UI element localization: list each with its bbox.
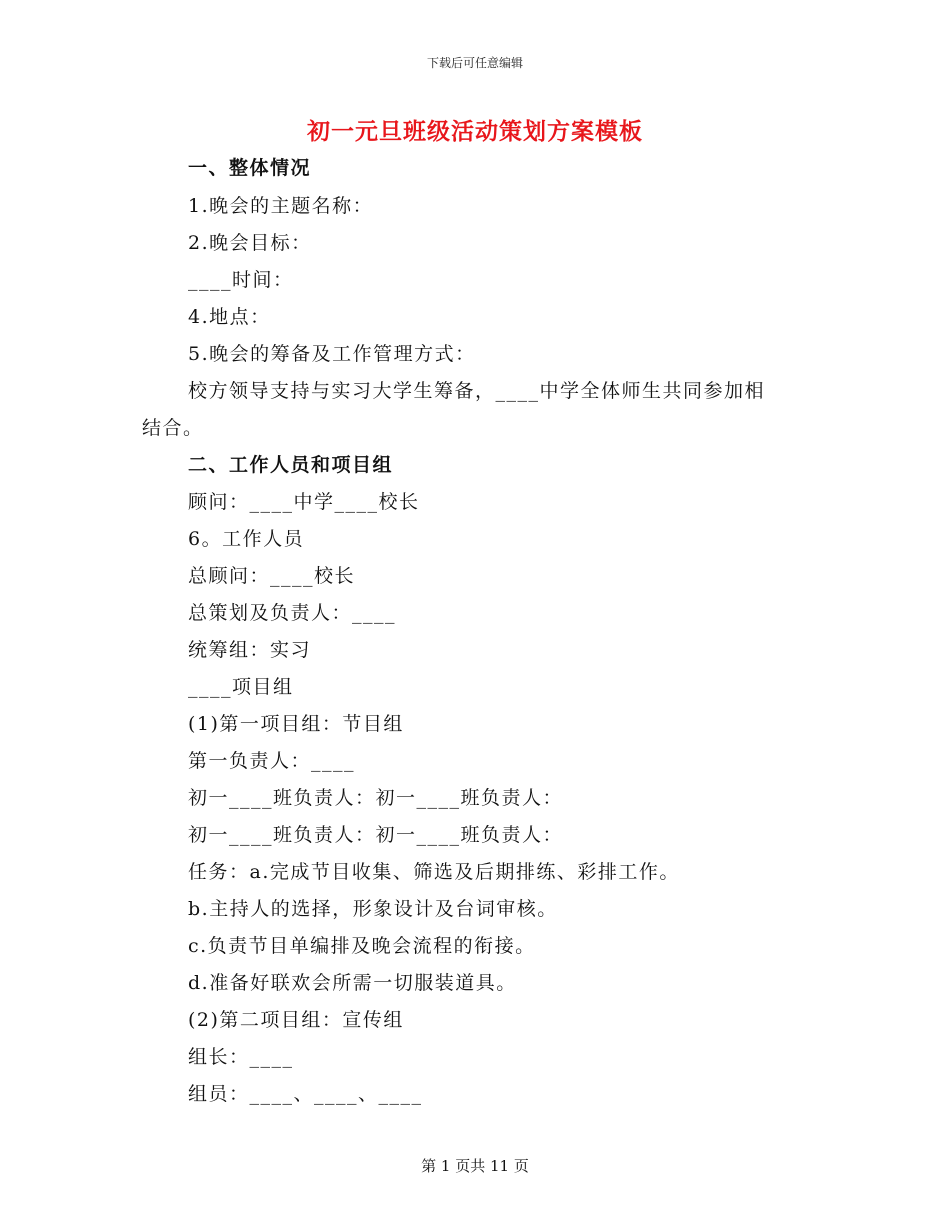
text-line: 统筹组：实习: [188, 639, 312, 661]
paragraph-line: 校方领导支持与实习大学生筹备，____中学全体师生共同参加相: [188, 380, 766, 402]
text-line: 5.晚会的筹备及工作管理方式：: [188, 343, 476, 365]
text-line: 4.地点：: [188, 306, 271, 328]
text-line: 总顾问：____校长: [188, 565, 356, 587]
text-line: 第一负责人：____: [188, 750, 356, 772]
text-line: (1)第一项目组：节目组: [188, 713, 404, 735]
text-line: 组长：____: [188, 1046, 294, 1068]
text-line: 初一____班负责人：初一____班负责人：: [188, 824, 564, 846]
text-line: 1.晚会的主题名称：: [188, 195, 374, 217]
text-line: 总策划及负责人：____: [188, 602, 397, 624]
text-line: 6。工作人员: [188, 528, 305, 550]
text-line: 初一____班负责人：初一____班负责人：: [188, 787, 564, 809]
text-line: (2)第二项目组：宣传组: [188, 1009, 404, 1031]
text-line: 顾问：____中学____校长: [188, 491, 420, 513]
text-line: ____时间：: [188, 269, 294, 291]
header-note: 下载后可任意编辑: [426, 56, 523, 70]
text-line: d.准备好联欢会所需一切服装道具。: [188, 972, 517, 994]
text-line: ____项目组: [188, 676, 294, 698]
text-line: c.负责节目单编排及晚会流程的衔接。: [188, 935, 536, 957]
section-heading-1: 一、整体情况: [188, 157, 312, 179]
page-footer: 第 1 页共 11 页: [421, 1157, 529, 1175]
paragraph-continuation: 结合。: [142, 417, 204, 439]
text-line: b.主持人的选择，形象设计及台词审核。: [188, 898, 558, 920]
text-line: 任务：a.完成节目收集、筛选及后期排练、彩排工作。: [188, 861, 680, 883]
text-line: 2.晚会目标：: [188, 232, 312, 254]
text-line: 组员：____、____、____: [188, 1083, 423, 1105]
document-title: 初一元旦班级活动策划方案模板: [307, 118, 643, 145]
section-heading-2: 二、工作人员和项目组: [188, 454, 394, 476]
